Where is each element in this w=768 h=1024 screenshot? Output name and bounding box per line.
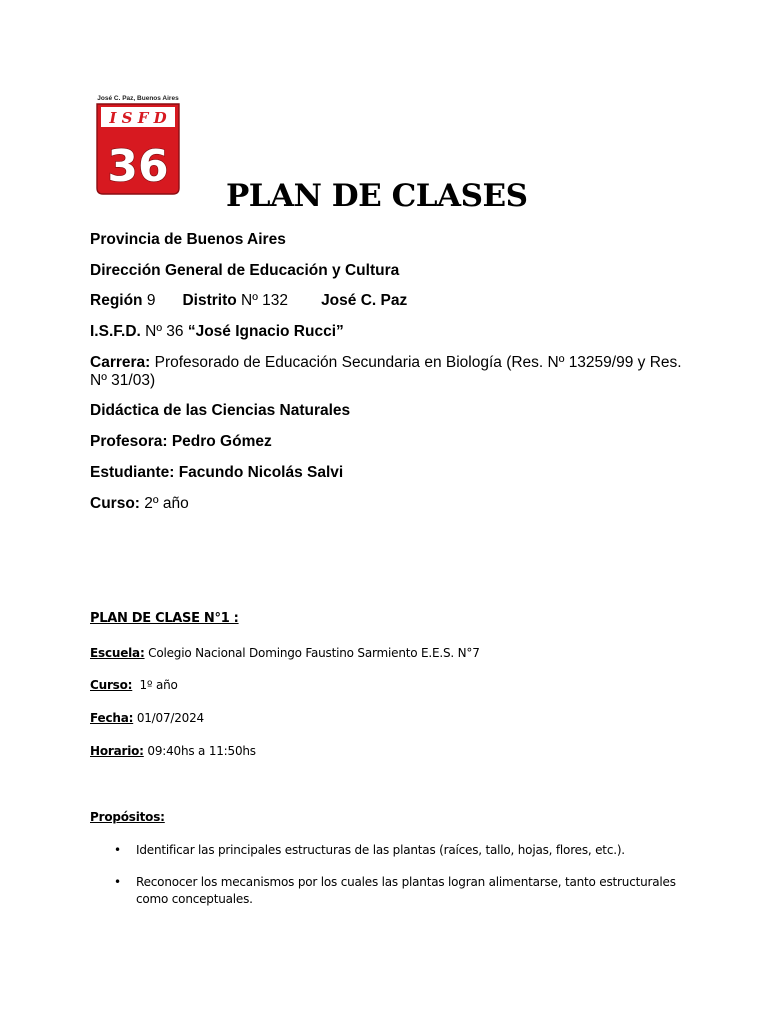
region-value: 9 (142, 292, 156, 310)
direction-line: Dirección General de Educación y Cultura (90, 261, 400, 279)
page-title: PLAN DE CLASES (226, 178, 528, 214)
subject-line: Didáctica de las Ciencias Naturales (90, 402, 351, 420)
class-plan-title: PLAN DE CLASE N°1 : (90, 611, 239, 626)
purposes-heading (90, 809, 165, 826)
plan-course-label: Curso: (90, 678, 133, 692)
plan-course-value: 1º año (132, 678, 178, 692)
bullet-icon: • (114, 843, 121, 857)
date-line (90, 710, 204, 727)
purpose-text: Identificar las principales estructuras de las plantas (raíces, tallo, hojas, flores, etc.). (136, 843, 625, 857)
purposes-list (90, 842, 680, 923)
schedule-value: 09:40hs a 11:50hs (143, 744, 256, 758)
student-line: Estudiante: Facundo Nicolás Salvi (90, 463, 344, 481)
region-label: Región (90, 292, 143, 310)
career-value: Profesorado de Educación Secundaria en Biología (Res. Nº 13259/99 y Res. Nº 31/03) (90, 353, 682, 389)
school-label: Escuela: (90, 646, 145, 660)
isfd-36-logo (93, 94, 183, 198)
isfd-line (90, 323, 690, 341)
school-value: Colegio Nacional Domingo Faustino Sarmiento E.E.S. N°7 (144, 646, 480, 660)
career-label: Carrera: (90, 353, 151, 371)
logo-letters: I S F D (109, 109, 167, 127)
course-value: 2º año (139, 494, 189, 512)
course-label: Curso: (90, 494, 140, 512)
isfd-number: Nº 36 (140, 323, 188, 341)
course-line (90, 495, 690, 513)
purposes-label: Propósitos: (90, 810, 165, 824)
teacher-line: Profesora: Pedro Gómez (90, 433, 272, 451)
institution-header (90, 231, 690, 525)
list-item (90, 842, 680, 859)
career-line (90, 354, 690, 390)
date-value: 01/07/2024 (133, 711, 204, 725)
schedule-label: Horario: (90, 744, 144, 758)
province-line: Provincia de Buenos Aires (90, 231, 286, 248)
district-label: Distrito (182, 292, 237, 310)
bullet-icon: • (114, 875, 121, 889)
list-item (90, 874, 680, 908)
schedule-line (90, 743, 256, 760)
district-value: Nº 132 (236, 292, 289, 310)
logo-number: 36 (107, 141, 169, 192)
plan-course-line (90, 677, 178, 694)
isfd-label: I.S.F.D. (90, 323, 141, 341)
logo-caption: José C. Paz, Buenos Aires (97, 95, 179, 102)
region-line (90, 292, 690, 310)
isfd-name: “José Ignacio Rucci” (187, 323, 344, 341)
city-label: José C. Paz (321, 292, 408, 310)
school-line (90, 645, 480, 662)
date-label: Fecha: (90, 711, 134, 725)
purpose-text: Reconocer los mecanismos por los cuales las plantas logran alimentarse, tanto estructurales como conceptuales. (136, 875, 676, 906)
